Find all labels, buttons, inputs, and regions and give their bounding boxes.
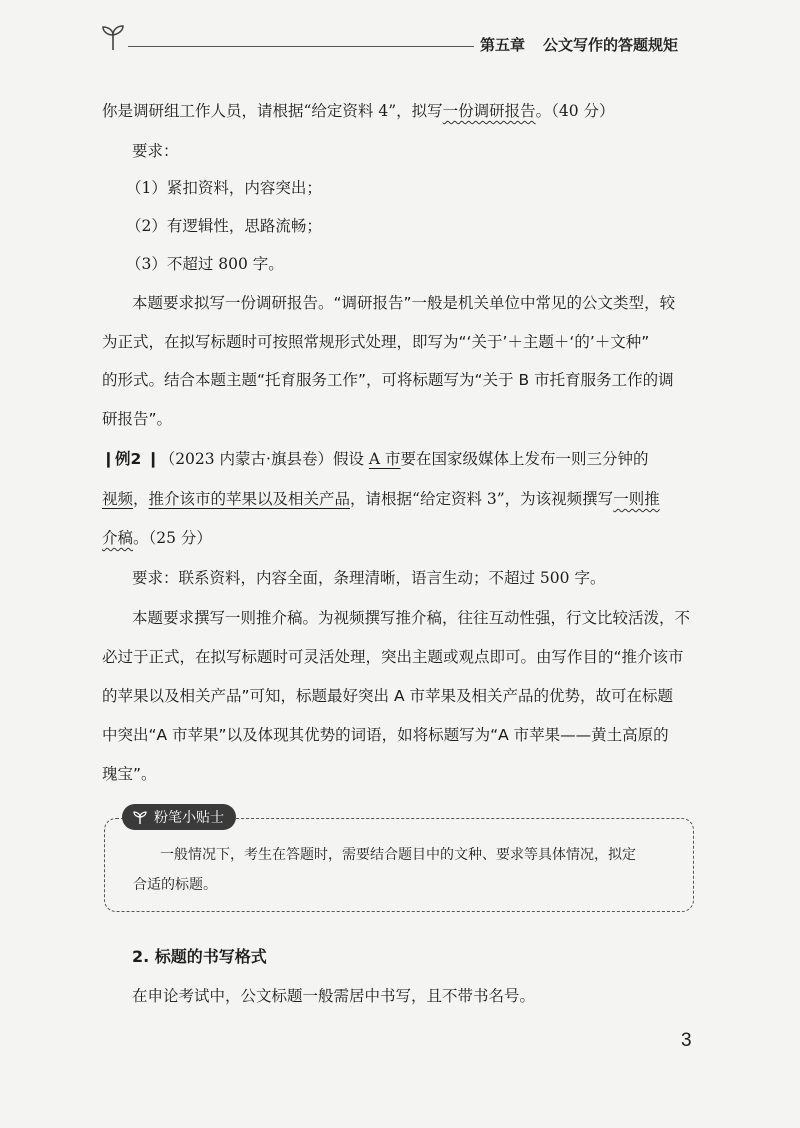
example-underlined: A 市 xyxy=(368,450,401,468)
analysis-line: 为正式，在拟写标题时可按照常规形式处理，即写为“‘关于’＋主题＋‘的’＋文种” xyxy=(102,333,650,351)
tip-box xyxy=(104,818,694,912)
chapter-number: 第五章 xyxy=(480,36,526,54)
example2-line xyxy=(102,489,660,509)
page-number: 3 xyxy=(681,1030,692,1051)
intro-text: 你是调研组工作人员，请根据“给定资料 4”，拟写 xyxy=(102,102,443,120)
requirements-label: 要求： xyxy=(132,142,179,160)
example2-line xyxy=(102,449,649,469)
example-emphasis: 一则推 xyxy=(613,490,660,508)
analysis-line: 研报告”。 xyxy=(102,410,173,428)
analysis-line: 本题要求拟写一份调研报告。“调研报告”一般是机关单位中常见的公文类型，较 xyxy=(132,294,676,312)
requirement-item: （3）不超过 800 字。 xyxy=(126,255,284,273)
analysis-line: 的形式。结合本题主题“托育服务工作”，可将标题写为“关于 B 市托育服务工作的调 xyxy=(102,371,674,389)
example2-requirements: 要求：联系资料，内容全面，条理清晰，语言生动；不超过 500 字。 xyxy=(132,569,606,587)
section-text: 在申论考试中，公文标题一般需居中书写，且不带书名号。 xyxy=(132,987,536,1005)
tip-text: 合适的标题。 xyxy=(133,877,217,893)
question1-intro xyxy=(102,101,615,121)
chapter-title: 公文写作的答题规矩 xyxy=(543,36,679,54)
example-marker: ❙例2 ❙ xyxy=(102,450,160,468)
example-emphasis: 介稿 xyxy=(102,529,134,547)
requirement-item: （2）有逻辑性，思路流畅； xyxy=(126,217,322,235)
example-text: （2023 内蒙古·旗县卷）假设 xyxy=(159,450,369,468)
example-underlined: 视频 xyxy=(102,490,134,508)
tip-tag-label: 粉笔小贴士 xyxy=(154,810,224,826)
example-underlined: 推介该市的苹果以及相关产品 xyxy=(148,490,351,508)
tip-tag xyxy=(122,804,236,830)
analysis-line: 本题要求撰写一则推介稿。为视频撰写推介稿，往往互动性强，行文比较活泼，不 xyxy=(132,609,691,627)
analysis-line: 瑰宝”。 xyxy=(102,765,157,783)
header-rule xyxy=(128,46,474,47)
analysis-line: 必过于正式，在拟写标题时可灵活处理，突出主题或观点即可。由写作目的“推介该市 xyxy=(102,648,684,666)
analysis-line: 的苹果以及相关产品”可知，标题最好突出 A 市苹果及相关产品的优势，故可在标题 xyxy=(102,687,673,705)
requirement-item: （1）紧扣资料，内容突出； xyxy=(126,179,322,197)
intro-emphasis: 一份调研报告 xyxy=(442,102,536,120)
intro-score: 。（40 分） xyxy=(535,102,615,120)
example-text: ，请根据“给定资料 3”，为该视频撰写 xyxy=(350,490,614,508)
example2-line xyxy=(102,528,212,548)
section-heading: 2. 标题的书写格式 xyxy=(132,947,267,966)
example-text: ， xyxy=(133,490,149,508)
sprout-icon xyxy=(132,809,148,825)
tip-text: 一般情况下，考生在答题时，需要结合题目中的文种、要求等具体情况，拟定 xyxy=(160,847,636,863)
sprout-icon xyxy=(98,22,128,52)
analysis-line: 中突出“A 市苹果”以及体现其优势的词语，如将标题写为“A 市苹果——黄土高原的 xyxy=(102,726,669,744)
example-score: 。（25 分） xyxy=(133,529,212,547)
running-header xyxy=(480,34,678,55)
example-label: 例2 xyxy=(115,450,142,468)
example-text: 要在国家级媒体上发布一则三分钟的 xyxy=(400,450,649,468)
